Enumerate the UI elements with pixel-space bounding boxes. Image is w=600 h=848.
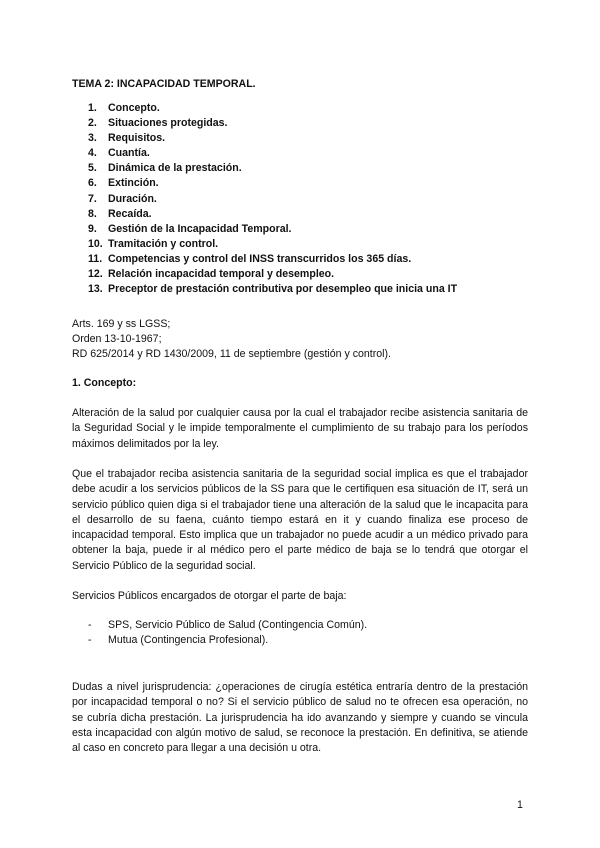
toc-item-label: Preceptor de prestación contributiva por desempleo que inicia una IT [108,283,458,296]
toc-item [88,222,457,237]
toc-item-number: 1. [88,102,97,114]
reference-line: Arts. 169 y ss LGSS; [72,318,171,330]
toc-item-number: 8. [88,207,97,220]
toc-item [88,267,457,282]
toc-item [88,237,457,252]
toc-item [88,146,457,161]
toc-item [88,131,457,146]
toc-item-label: Dinámica de la prestación. [108,162,242,175]
toc-item [88,176,457,191]
toc-item-number: 4. [88,147,97,160]
toc-item-number: 6. [88,177,97,190]
paragraph-asistencia: Que el trabajador reciba asistencia sanitaria de la seguridad social implica es que el trabajador debe acudir a los servicios públicos de la SS para que le certifiquen esa situación de IT, será un servicio público quien diga si el trabajador tiene una alteración de la salud que le incapacita para el desarrollo de su faena, cuánto tiempo estará en it y cuando finaliza ese proceso de incapacidad temporal. Esto implica que un trabajador no puede acudir a un médico privado para obtener la baja, puede ir al médico pero el parte médico de baja se lo tendrá que otorgar el Servicio Público de la seguridad social. [72,468,528,572]
toc-item-label: Situaciones protegidas. [108,117,228,130]
toc-item-label: Gestión de la Incapacidad Temporal. [108,222,292,235]
toc-item-number: 7. [88,192,97,205]
toc-item [88,252,457,267]
toc-item [88,161,457,176]
bullet-dash: - [88,619,92,631]
toc-item-number: 2. [88,117,97,130]
toc-item-number: 3. [88,132,97,145]
toc-item [88,192,457,207]
toc-item-label: Recaída. [108,207,152,220]
paragraph-jurisprudencia: Dudas a nivel jurisprudencia: ¿operaciones de cirugía estética entraría dentro de la prestación por incapacidad temporal o no? Si el servicio público de salud no te ofrecen esa operación, no se cubría dicha prestación. La jurisprudencia ha ido avanzando y siempre y cuando se vincula esta incapacidad con algún motivo de salud, se reconoce la prestación. En definitiva, se atiende al caso en concreto para llegar a una decisión u otra. [72,681,528,755]
toc-item-label: Concepto. [108,102,160,114]
toc-item [88,101,457,116]
toc-item-number: 11. [88,252,103,265]
reference-line: RD 625/2014 y RD 1430/2009, 11 de septiembre (gestión y control). [72,348,391,361]
toc-item-label: Tramitación y control. [108,237,219,250]
toc-item-number: 13. [88,283,103,296]
services-list [88,618,367,649]
reference-line: Orden 13-10-1967; [72,333,162,346]
toc-item-label: Relación incapacidad temporal y desempleo. [108,268,335,281]
paragraph-definition: Alteración de la salud por cualquier causa por la cual el trabajador recibe asistencia sanitaria de la Seguridad Social y le impide temporalmente el cumplimiento de su trabajo para los períodos máximos delimitados por la ley. [72,407,528,450]
toc-item [88,116,457,131]
legal-references [72,317,391,363]
toc-item-label: Cuantía. [108,147,150,160]
bullet-dash: - [88,634,92,647]
toc-item-label: Duración. [108,192,157,205]
section-heading: 1. Concepto: [72,377,137,389]
list-item-text: Mutua (Contingencia Profesional). [108,634,269,647]
list-item [88,633,367,648]
toc-item-number: 12. [88,268,103,281]
document-title: TEMA 2: INCAPACIDAD TEMPORAL. [72,78,256,90]
toc-item-label: Competencias y control del INSS transcurridos los 365 días. [108,252,412,265]
page-number: 1 [517,799,523,811]
table-of-contents [88,101,457,297]
list-item [88,618,367,633]
toc-item [88,207,457,222]
toc-item [88,282,457,297]
paragraph-servicios: Servicios Públicos encargados de otorgar el parte de baja: [72,590,347,602]
list-item-text: SPS, Servicio Público de Salud (Contingencia Común). [108,619,368,631]
toc-item-number: 5. [88,162,97,175]
toc-item-label: Extinción. [108,177,159,190]
toc-item-number: 9. [88,222,97,235]
toc-item-number: 10. [88,237,103,250]
toc-item-label: Requisitos. [108,132,166,145]
